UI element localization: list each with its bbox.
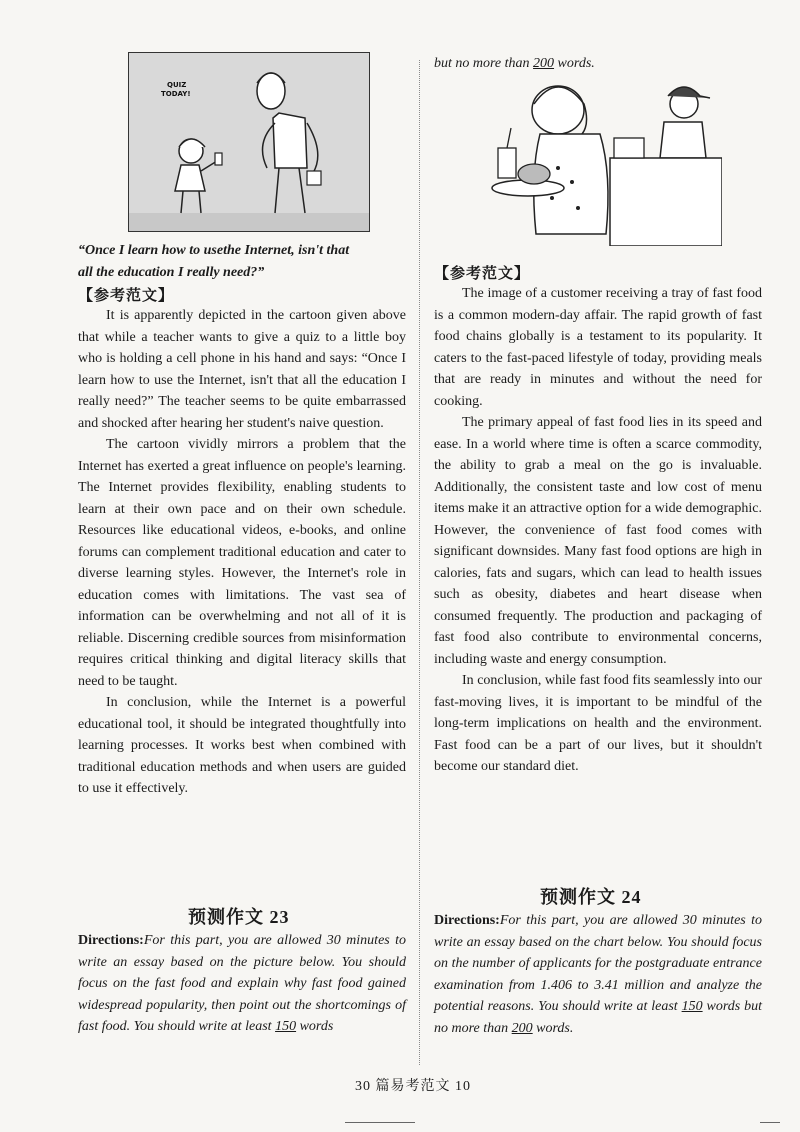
caption-line-1: “Once I learn how to usethe Internet, isn't that (78, 243, 350, 258)
directions-text-24c: words. (532, 1020, 574, 1036)
section-title-23: 预测作文 23 (188, 907, 290, 927)
directions-23-continued (434, 56, 595, 72)
essay-internet-paragraph-2: The cartoon vividly mirrors a problem that the Internet has exerted a great influence on people's learning. The Internet provides flexibility, enabling students to learn at their own pace and on their own schedule. Resources like educational videos, e-books, and online forums can complement traditional education and cater to diverse learning styles. However, the Internet's role in education comes with limitations. The vast sea of information can be overwhelming and not all of it is reliable. Discerning credible sources from misinformation requires critical thinking and digital literacy skills that need to be taught. (78, 437, 406, 689)
directions-cont-23a: but no more than (434, 56, 534, 71)
page-footer: 30 篇易考范文 10 (355, 1079, 471, 1094)
cartoon-drawing (129, 53, 369, 231)
word-min-23: 150 (275, 1019, 297, 1034)
essay-fast-food-paragraph-3: In conclusion, while fast food fits seamlessly into our fast-moving lives, it is important to be mindful of the long-term implications on health and the environment. Fast food can be a part of our lives, but it shouldn't become our standard diet. (434, 673, 762, 774)
caption-line-2: all the education I really need?” (78, 264, 265, 280)
directions-text-24b: words but no more than (434, 999, 763, 1036)
word-max-23: 200 (533, 56, 555, 71)
essay-fast-food-paragraph-1: The image of a customer receiving a tray of fast food is a common modern-day affair. The rapid growth of fast food chains globally is a testament to its popularity. It caters to the fast-paced lifestyle of today, providing meals that are ready in minutes and without the need for cooking. (434, 286, 762, 409)
essay-internet (78, 305, 406, 800)
cartoon-fast-food (488, 78, 722, 246)
directions-text-24a: For this part, you are allowed 30 minutes to write an essay based on the chart below. You should focus on the number of applicants for the postgraduate entrance examination from 1.406 to 3.41 million and analyze the potential reasons. You should write at least (434, 913, 762, 1014)
directions-text-23b: words (296, 1019, 334, 1034)
directions-label-23: Directions: (78, 933, 144, 948)
directions-cont-23b: words. (554, 56, 595, 71)
footer-rule-left (345, 1122, 415, 1123)
word-min-24: 150 (681, 999, 703, 1014)
footer-rule-right (760, 1122, 780, 1123)
essay-fast-food-paragraph-2: The primary appeal of fast food lies in its speed and ease. In a world where time is often a scarce commodity, the ability to grab a meal on the go is invaluable. Additionally, the consistent taste and low cost of menu items make it an attractive option for a wide demographic. However, the convenience of fast food comes with significant downsides. Many fast food options are high in calories, fats and sugars, which can lead to health issues such as obesity, diabetes and heart disease when consumed frequently. The production and packaging of fast food also contribute to environmental concerns, including waste and energy consumption. (434, 415, 762, 667)
essay-internet-paragraph-3: In conclusion, while the Internet is a powerful educational tool, it should be integrated thoughtfully into learning processes. It works best when combined with traditional education methods and when users are guided to use it effectively. (78, 695, 406, 796)
directions-text-23a: For this part, you are allowed 30 minutes to write an essay based on the picture below. You should focus on the fast food and explain why fast food gained widespread popularity, then point out the shortcomings of fast food. You should write at least (78, 933, 406, 1034)
section-title-24: 预测作文 24 (540, 887, 642, 907)
directions-24 (434, 910, 762, 1039)
directions-23 (78, 930, 406, 1038)
board-text-1: QUIZ (167, 81, 187, 89)
cartoon-caption (78, 240, 408, 283)
fast-food-drawing (488, 78, 722, 246)
essay-fast-food (434, 283, 762, 778)
reference-essay-heading-right: 【参考范文】 (434, 266, 531, 282)
essay-internet-paragraph-1: It is apparently depicted in the cartoon given above that while a teacher wants to give a quiz to a little boy who is holding a cell phone in his hand and says: “Once I learn how to use the Internet, isn't that all the education I really need?” The teacher seems to be quite embarrassed and shocked after hearing her student's naive question. (78, 308, 406, 431)
directions-label-24: Directions: (434, 913, 500, 928)
reference-essay-heading-left: 【参考范文】 (78, 288, 175, 304)
column-divider (419, 60, 420, 1065)
cartoon-teacher-student (128, 52, 370, 232)
word-max-24: 200 (511, 1020, 533, 1036)
board-text-2: TODAY! (161, 90, 191, 98)
